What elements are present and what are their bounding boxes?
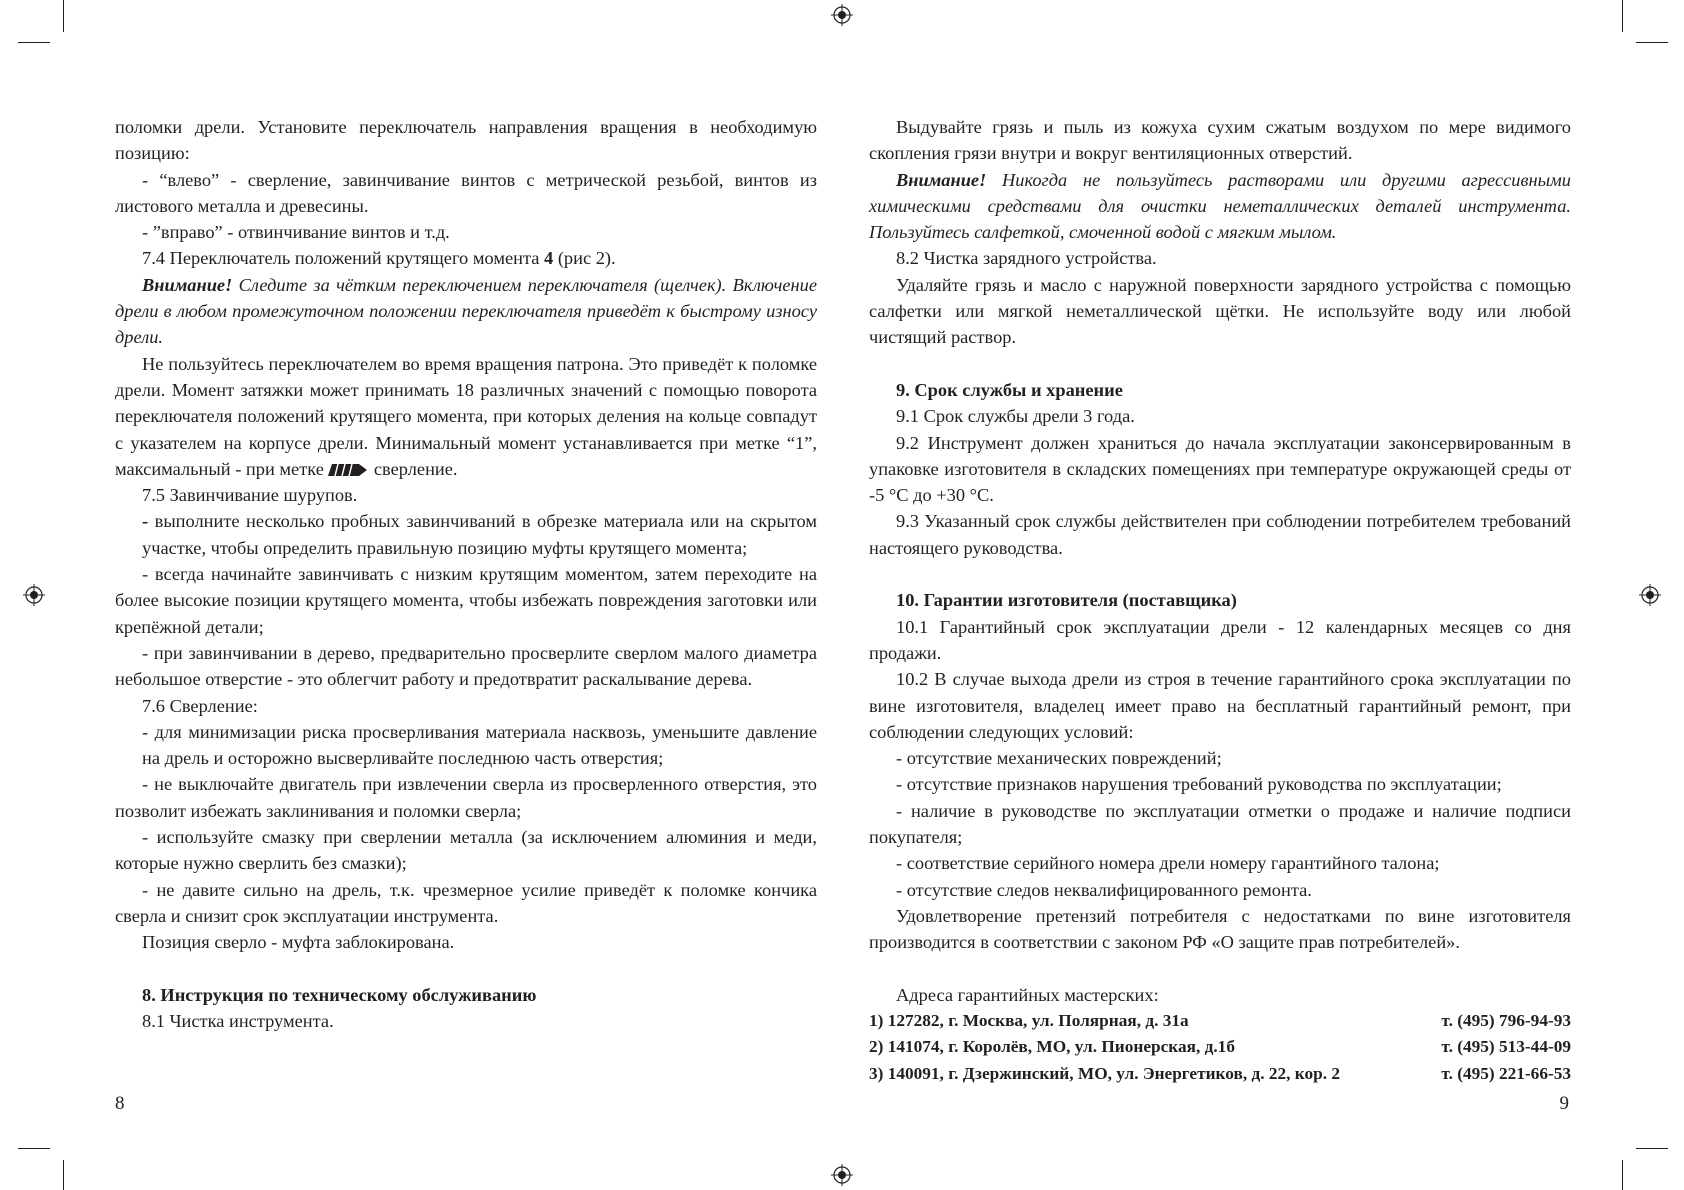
- registration-mark-icon: [1639, 584, 1661, 606]
- paragraph: 9.2 Инструмент должен храниться до начала эксплуатации законсервированным в упаковке изготовителя в складских помещениях при температуре окружающей среды от -5 °С до +30 °С.: [869, 432, 1571, 506]
- paragraph: - всегда начинайте завинчивать с низким крутящим моментом, затем переходите на более высокие позиции крутящего момента, чтобы избежать повреждения заготовки или крепёжной детали;: [115, 564, 817, 637]
- paragraph: - не выключайте двигатель при извлечении сверла из просверленного отверстия, это позволит избежать заклинивания и поломки сверла;: [115, 774, 817, 821]
- crop-mark: [63, 0, 64, 32]
- paragraph: - не давите сильно на дрель, т.к. чрезмерное усилие приведёт к поломке кончика сверла и снизит срок эксплуатации инструмента.: [115, 879, 817, 926]
- crop-mark: [18, 1148, 50, 1149]
- paragraph-text: (рис 2).: [557, 248, 616, 269]
- page-number: 9: [1559, 1093, 1569, 1114]
- paragraph: 10.1 Гарантийный срок эксплуатации дрели - 12 календарных месяцев со дня продажи.: [869, 616, 1571, 663]
- paragraph: поломки дрели. Установите переключатель направления вращения в необходимую позицию:: [115, 117, 817, 164]
- left-page-column: [115, 114, 817, 1034]
- paragraph: [115, 245, 817, 271]
- warning-text: Следите за чётким переключением переключателя (щелчек). Включение дрели в любом промежуточном положении переключателя приведёт к быстрому износу дрели.: [115, 274, 817, 348]
- section-heading: 9. Срок службы и хранение: [896, 379, 1123, 400]
- paragraph: - “влево” - сверление, завинчивание винтов с метрической резьбой, винтов из листового металла и древесины.: [115, 169, 817, 216]
- right-page-column: [869, 114, 1571, 1087]
- paragraph: - наличие в руководстве по эксплуатации отметки о продаже и наличие подписи покупателя;: [869, 800, 1571, 848]
- paragraph: Удовлетворение претензий потребителя с недостатками по вине изготовителя производится в соответствии с законом РФ «О защите прав потребителей».: [869, 905, 1571, 953]
- registration-mark-icon: [831, 4, 853, 26]
- paragraph: Удаляйте грязь и масло с наружной поверхности зарядного устройства с помощью салфетки или мягкой неметаллической щётки. Не используйте воду или любой чистящий раствор.: [869, 274, 1571, 348]
- paragraph: - отсутствие механических повреждений;: [896, 748, 1222, 769]
- workshop-address: 1) 127282, г. Москва, ул. Полярная, д. 31а: [869, 1011, 1189, 1031]
- paragraph: 7.6 Сверление:: [142, 695, 258, 716]
- crop-mark: [1636, 1148, 1668, 1149]
- address-row: [869, 1061, 1571, 1087]
- workshop-phone: т. (495) 796-94-93: [1441, 1011, 1571, 1031]
- paragraph-text: 7.4 Переключатель положений крутящего момента: [142, 248, 540, 269]
- paragraph: - отсутствие следов неквалифицированного ремонта.: [896, 879, 1312, 900]
- registration-mark-icon: [831, 1164, 853, 1186]
- paragraph: [115, 508, 817, 561]
- warning-text: Никогда не пользуйтесь растворами или другими агрессивными химическими средствами для очистки неметаллических деталей инструмента. Пользуйтесь салфеткой, смоченной водой с мягким мылом.: [869, 169, 1571, 243]
- crop-mark: [18, 42, 50, 43]
- crop-mark: [1622, 1160, 1623, 1190]
- paragraph: 7.5 Завинчивание шурупов.: [142, 485, 358, 506]
- paragraph-text: Не пользуйтесь переключателем во время вращения патрона. Это приведёт к поломке дрели. Момент затяжки может принимать 18 различных значений с помощью поворота переключателя положений крутящего момента, при которых деления на кольце совпадут с указателем на корпусе дрели. Минимальный момент устанавливается при метке “1”, максимальный - при метке: [115, 353, 817, 479]
- list-dash: -: [142, 511, 149, 532]
- paragraph: Позиция сверло - муфта заблокирована.: [142, 932, 455, 953]
- drill-mode-icon: [328, 463, 368, 477]
- paragraph: - ”вправо” - отвинчивание винтов и т.д.: [142, 222, 450, 243]
- paragraph: - отсутствие признаков нарушения требований руководства по эксплуатации;: [896, 774, 1502, 795]
- paragraph: 8.1 Чистка инструмента.: [142, 1011, 334, 1032]
- part-number: 4: [544, 248, 554, 269]
- registration-mark-icon: [23, 584, 45, 606]
- paragraph: [115, 351, 817, 482]
- paragraph-text: сверление.: [373, 458, 458, 479]
- crop-mark: [1636, 42, 1668, 43]
- workshop-phone: т. (495) 513-44-09: [1441, 1037, 1571, 1057]
- workshop-address: 2) 141074, г. Королёв, МО, ул. Пионерская, д.1б: [869, 1037, 1235, 1057]
- warning-label: Внимание!: [142, 274, 233, 295]
- workshop-phone: т. (495) 221-66-53: [1441, 1063, 1571, 1083]
- address-row: [869, 1034, 1571, 1060]
- warning-paragraph: [869, 167, 1571, 246]
- paragraph: - используйте смазку при сверлении металла (за исключением алюминия и меди, которые нужно сверлить без смазки);: [115, 827, 817, 874]
- paragraph: - при завинчивании в дерево, предварительно просверлите сверлом малого диаметра небольшое отверстие - это облегчит работу и предотвратит раскалывание дерева.: [115, 642, 817, 690]
- workshop-address: 3) 140091, г. Дзержинский, МО, ул. Энергетиков, д. 22, кор. 2: [869, 1063, 1341, 1083]
- warning-paragraph: [115, 272, 817, 351]
- page-number: 8: [115, 1093, 125, 1114]
- section-heading: 10. Гарантии изготовителя (поставщика): [896, 590, 1237, 611]
- paragraph: Выдувайте грязь и пыль из кожуха сухим сжатым воздухом по мере видимого скопления грязи внутри и вокруг вентиляционных отверстий.: [869, 117, 1571, 164]
- paragraph-text: выполните несколько пробных завинчиваний в обрезке материала или на скрытом участке, чтобы определить правильную позицию муфты крутящего момента;: [142, 511, 817, 558]
- paragraph: 8.2 Чистка зарядного устройства.: [896, 248, 1157, 269]
- paragraph: - соответствие серийного номера дрели номеру гарантийного талона;: [896, 853, 1440, 874]
- paragraph: 9.3 Указанный срок службы действителен при соблюдении потребителем требований настоящего руководства.: [869, 511, 1571, 558]
- paragraph: 10.2 В случае выхода дрели из строя в течение гарантийного срока эксплуатации по вине изготовителя, владелец имеет право на бесплатный гарантийный ремонт, при соблюдении следующих условий:: [869, 669, 1571, 742]
- address-row: [869, 1008, 1571, 1034]
- paragraph: 9.1 Срок службы дрели 3 года.: [896, 406, 1135, 427]
- warning-label: Внимание!: [896, 169, 987, 190]
- paragraph: - для минимизации риска просверливания материала насквозь, уменьшите давление на дрель и осторожно высверливайте последнюю часть отверстия;: [142, 721, 817, 769]
- section-heading: 8. Инструкция по техническому обслуживанию: [142, 984, 537, 1005]
- crop-mark: [1622, 0, 1623, 32]
- crop-mark: [63, 1160, 64, 1190]
- address-list-title: Адреса гарантийных мастерских:: [896, 984, 1159, 1005]
